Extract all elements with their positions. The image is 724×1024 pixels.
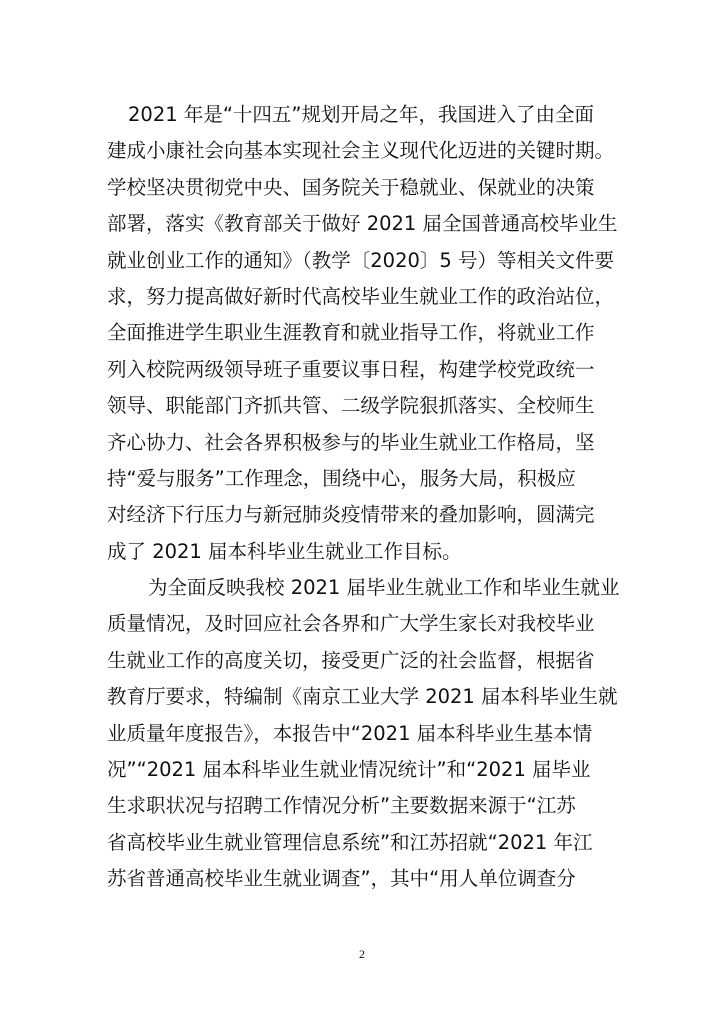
page-number: 2 [359,947,365,961]
text-line: 省高校毕业生就业管理信息系统”和江苏招就“2021 年江 [107,830,593,854]
text-line: 生就业工作的高度关切，接受更广泛的社会监督，根据省 [107,648,595,672]
text-line: 领导、职能部门齐抓共管、二级学院狠抓落实、全校师生 [107,394,595,418]
text-line: 学校坚决贯彻党中央、国务院关于稳就业、保就业的决策 [107,175,595,199]
text-line: 列入校院两级领导班子重要议事日程，构建学校党政统一 [107,357,595,381]
paragraph-report-scope [107,570,622,898]
text-line: 苏省普通高校毕业生就业调查”，其中“用人单位调查分 [107,867,576,891]
text-line: 成了 2021 届本科毕业生就业工作目标。 [107,539,462,563]
text-line: 齐心协力、社会各界积极参与的毕业生就业工作格局，坚 [107,430,595,454]
text-line: 2021 年是“十四五”规划开局之年，我国进入了由全面 [128,103,595,126]
text-line: 为全面反映我校 2021 届毕业生就业工作和毕业生就业 [148,576,620,600]
text-line: 业质量年度报告》，本报告中“2021 届本科毕业生基本情 [107,721,593,745]
text-line: 持“爱与服务”工作理念，围绕中心，服务大局，积极应 [107,466,576,490]
text-line: 对经济下行压力与新冠肺炎疫情带来的叠加影响，圆满完 [107,503,595,527]
paragraph-intro [107,97,622,570]
text-line: 质量情况，及时回应社会各界和广大学生家长对我校毕业 [107,612,595,636]
text-line: 就业创业工作的通知》（教学〔2020〕5 号）等相关文件要 [107,248,614,272]
text-line: 全面推进学生职业生涯教育和就业指导工作，将就业工作 [107,321,595,345]
text-line: 生求职状况与招聘工作情况分析”主要数据来源于“江苏 [107,794,576,818]
body-text [107,97,622,898]
text-line: 求，努力提高做好新时代高校毕业生就业工作的政治站位， [107,284,615,308]
text-line: 建成小康社会向基本实现社会主义现代化迈进的关键时期。 [107,139,615,163]
text-line: 教育厅要求，特编制《南京工业大学 2021 届本科毕业生就 [107,685,618,709]
text-line: 部署，落实《教育部关于做好 2021 届全国普通高校毕业生 [107,212,618,236]
text-line: 况”“2021 届本科毕业生就业情况统计”和“2021 届毕业 [107,758,591,782]
